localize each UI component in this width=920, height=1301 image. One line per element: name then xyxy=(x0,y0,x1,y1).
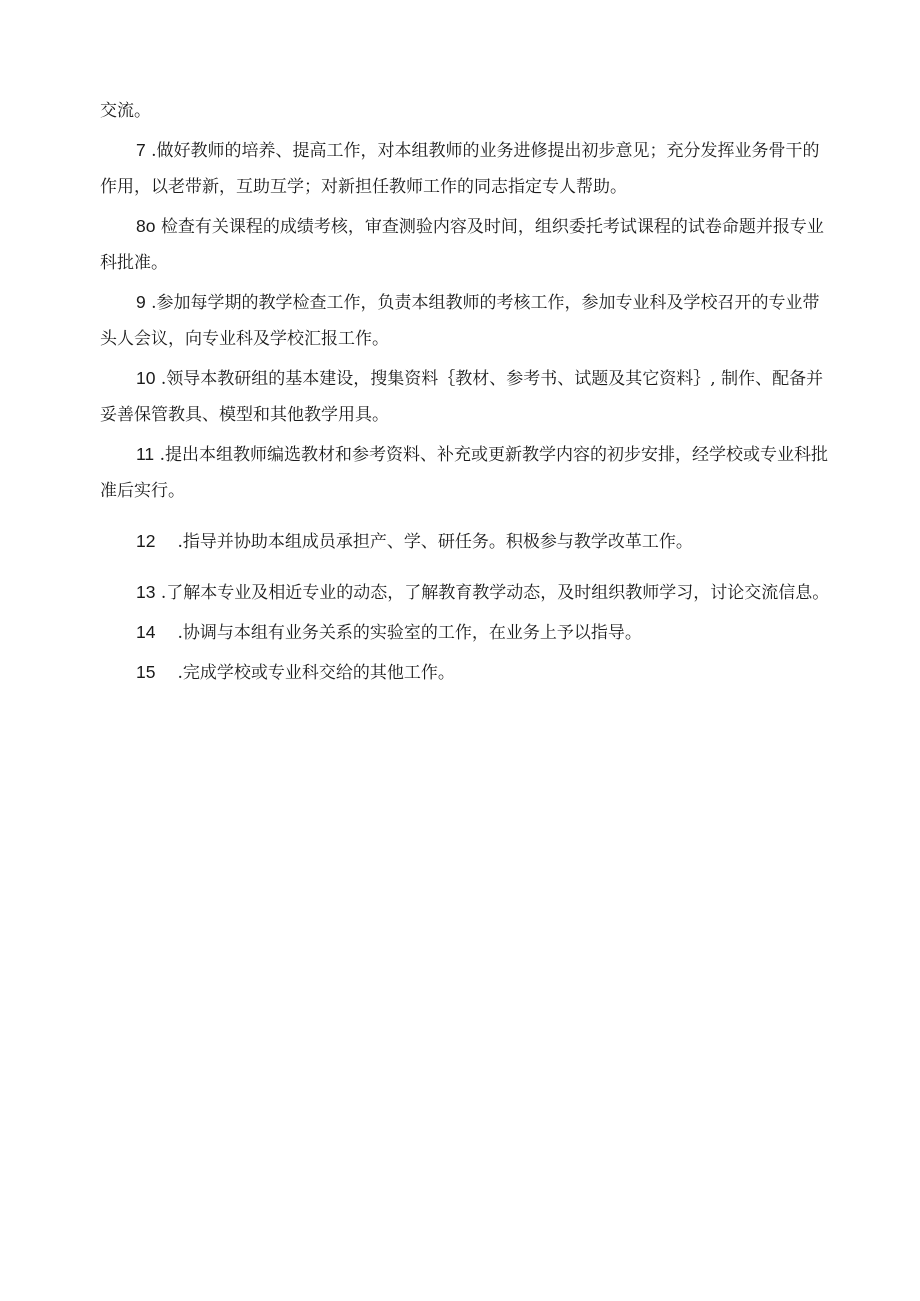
item-separator: . xyxy=(155,583,167,603)
list-item-13 xyxy=(100,574,832,611)
list-item-9 xyxy=(100,284,832,357)
item-text: 检查有关课程的成绩考核，审查测验内容及时间，组织委托考试课程的试卷命题并报专业科批准。 xyxy=(100,217,824,273)
item-number: 10 xyxy=(136,368,156,388)
item-number: 8o xyxy=(136,216,156,236)
item-text: 做好教师的培养、提高工作，对本组教师的业务进修提出初步意见；充分发挥业务骨干的作用，以老带新，互助互学；对新担任教师工作的同志指定专人帮助。 xyxy=(100,141,820,197)
item-text: 了解本专业及相近专业的动态，了解教育教学动态，及时组织教师学习，讨论交流信息。 xyxy=(166,583,830,603)
item-number: 15 xyxy=(136,662,156,682)
paragraph-continuation xyxy=(100,93,832,129)
item-separator: . xyxy=(155,369,167,389)
item-text: 指导并协助本组成员承担产、学、研任务。积极参与教学改革工作。 xyxy=(182,532,693,552)
item-text: 完成学校或专业科交给的其他工作。 xyxy=(182,663,455,683)
item-separator: . xyxy=(177,532,183,552)
item-text: 协调与本组有业务关系的实验室的工作，在业务上予以指导。 xyxy=(182,623,642,643)
item-number: 13 xyxy=(136,582,156,602)
item-separator: . xyxy=(145,141,157,161)
list-item-12 xyxy=(100,523,832,560)
document-body xyxy=(100,93,832,691)
item-number: 7 xyxy=(136,140,146,160)
list-item-7 xyxy=(100,132,832,205)
list-item-8 xyxy=(100,208,832,281)
item-separator: . xyxy=(177,663,183,683)
item-text: 提出本组教师编选教材和参考资料、补充或更新教学内容的初步安排，经学校或专业科批准后实行。 xyxy=(100,445,828,501)
list-item-10 xyxy=(100,360,832,433)
list-item-14 xyxy=(100,614,832,651)
item-number: 12 xyxy=(136,531,156,551)
list-item-11 xyxy=(100,436,832,509)
list-item-15 xyxy=(100,654,832,691)
item-text: 领导本教研组的基本建设，搜集资料｛教材、参考书、试题及其它资料｝, 制作、配备并妥善保管教具、模型和其他教学用具。 xyxy=(100,369,824,425)
item-separator: . xyxy=(145,293,157,313)
item-number: 9 xyxy=(136,292,146,312)
item-text: 参加每学期的教学检查工作，负责本组教师的考核工作，参加专业科及学校召开的专业带头人会议，向专业科及学校汇报工作。 xyxy=(100,293,820,349)
item-number: 11 xyxy=(136,444,155,464)
item-separator: . xyxy=(177,623,183,643)
item-separator: . xyxy=(154,445,165,465)
paragraph-text: 交流。 xyxy=(100,101,151,121)
item-number: 14 xyxy=(136,622,156,642)
